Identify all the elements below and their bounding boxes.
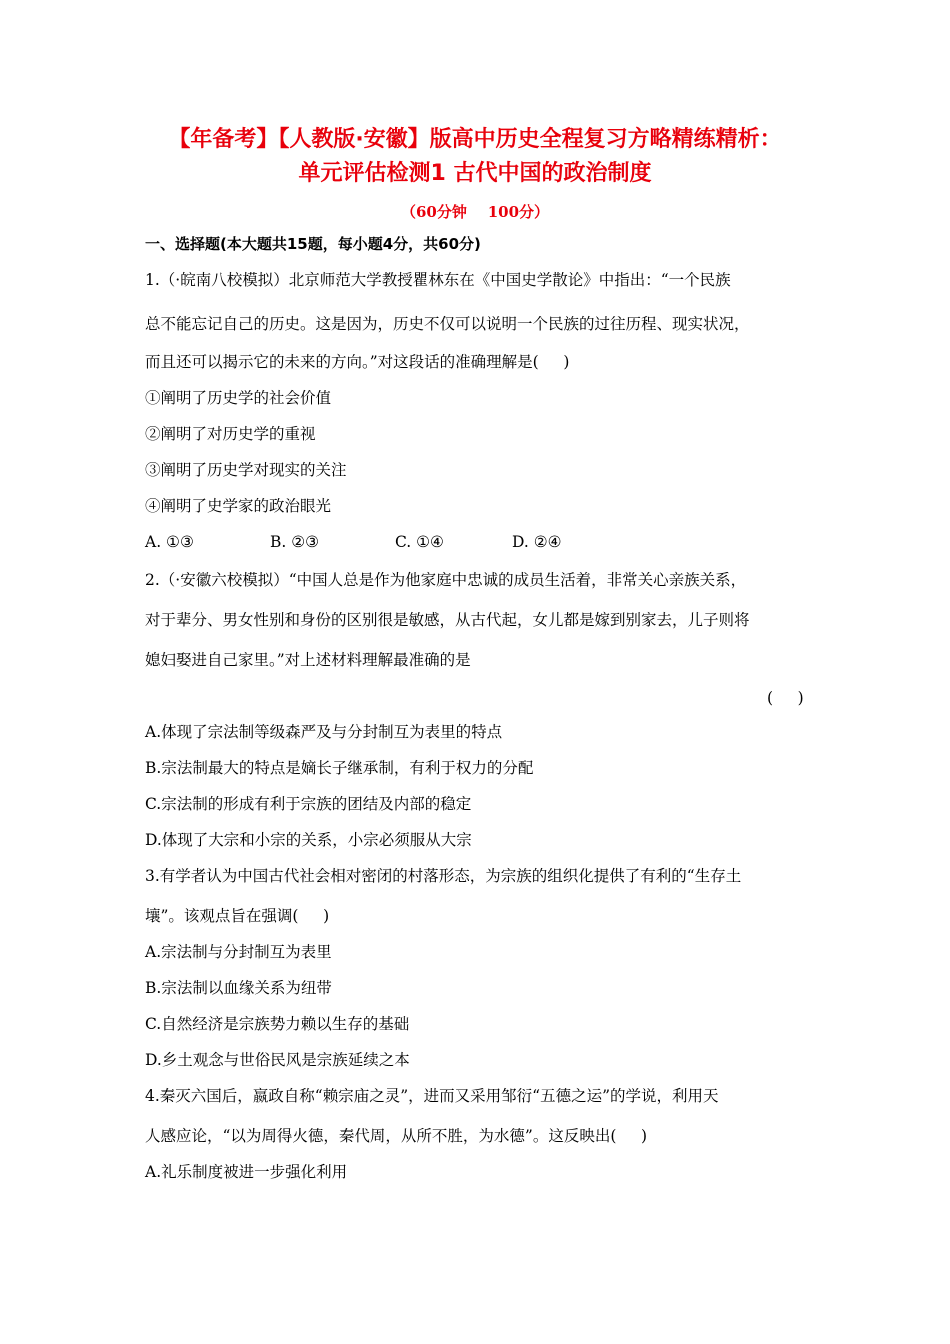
q3-option-d: D.乡土观念与世俗民风是宗族延续之本: [145, 1051, 410, 1069]
q2-option-a: A.体现了宗法制等级森严及与分封制互为表里的特点: [145, 723, 503, 741]
q1-option-b: B. ②③: [270, 533, 320, 551]
q2-answer-blank: ( ): [767, 689, 804, 707]
q1-statement-2: ②阐明了对历史学的重视: [145, 425, 316, 443]
q1-statement-4: ④阐明了史学家的政治眼光: [145, 497, 332, 515]
q1-text-line3: 而且还可以揭示它的未来的方向。”对这段话的准确理解是( ): [145, 353, 570, 371]
q4-text-line1: 4.秦灭六国后，嬴政自称“赖宗庙之灵”，进而又采用邹衍“五德之运”的学说，利用天: [145, 1087, 719, 1105]
section-heading: 一、选择题(本大题共15题，每小题4分，共60分): [145, 235, 481, 253]
document-title-line2: 单元评估检测1 古代中国的政治制度: [298, 161, 652, 186]
q2-text-line1: 2.（·安徽六校模拟）“中国人总是作为他家庭中忠诚的成员生活着，非常关心亲族关系，: [145, 571, 747, 589]
q1-option-d: D. ②④: [512, 533, 562, 551]
q3-option-b: B.宗法制以血缘关系为纽带: [145, 979, 332, 997]
q3-option-a: A.宗法制与分封制互为表里: [145, 943, 332, 961]
q4-option-a: A.礼乐制度被进一步强化利用: [145, 1163, 348, 1181]
q2-text-line2: 对于辈分、男女性别和身份的区别很是敏感，从古代起，女儿都是嫁到别家去，儿子则将: [145, 611, 750, 629]
q2-text-line3: 媳妇娶进自己家里。”对上述材料理解最准确的是: [145, 651, 471, 669]
q1-statement-1: ①阐明了历史学的社会价值: [145, 389, 332, 407]
q1-text-line2: 总不能忘记自己的历史。这是因为，历史不仅可以说明一个民族的过往历程、现实状况，: [145, 315, 750, 333]
document-title-line1: 【年备考】【人教版·安徽】版高中历史全程复习方略精练精析：: [168, 127, 782, 152]
q4-text-line2: 人感应论，“以为周得火德，秦代周，从所不胜，为水德”。这反映出( ): [145, 1127, 648, 1145]
q3-option-c: C.自然经济是宗族势力赖以生存的基础: [145, 1015, 410, 1033]
q1-option-a: A. ①③: [145, 533, 194, 551]
q2-option-d: D.体现了大宗和小宗的关系，小宗必须服从大宗: [145, 831, 472, 849]
q2-option-b: B.宗法制最大的特点是嫡长子继承制，有利于权力的分配: [145, 759, 534, 777]
q1-statement-3: ③阐明了历史学对现实的关注: [145, 461, 347, 479]
q3-text-line2: 壤”。该观点旨在强调( ): [145, 907, 330, 925]
q1-text-line1: 1.（·皖南八校模拟）北京师范大学教授瞿林东在《中国史学散论》中指出：“一个民族: [145, 271, 731, 289]
q1-option-c: C. ①④: [395, 533, 444, 551]
q3-text-line1: 3.有学者认为中国古代社会相对密闭的村落形态，为宗族的组织化提供了有利的“生存土: [145, 867, 742, 885]
q2-option-c: C.宗法制的形成有利于宗族的团结及内部的稳定: [145, 795, 472, 813]
exam-duration-score: （60分钟 100分）: [400, 203, 550, 221]
